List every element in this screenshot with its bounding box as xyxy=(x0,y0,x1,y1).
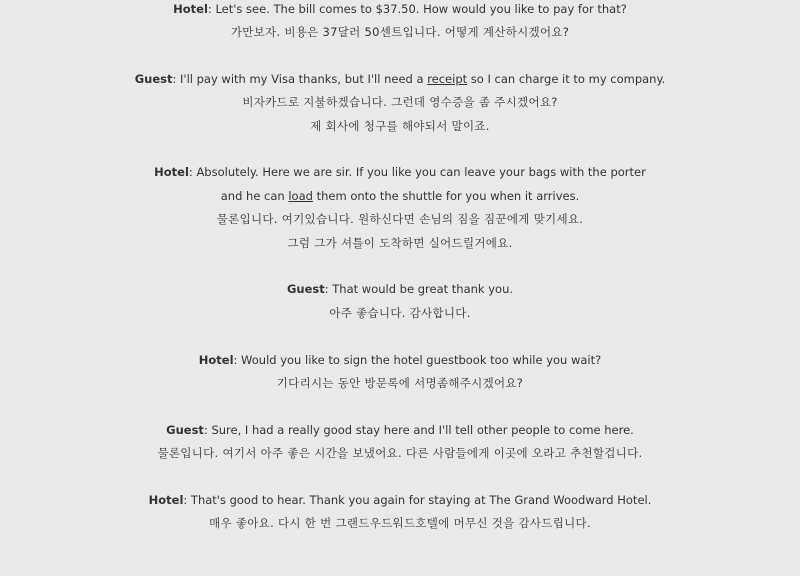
speaker-name: Guest xyxy=(134,72,173,86)
dialogue-en-line xyxy=(0,492,800,508)
korean-text: 그럼 그가 셔틀이 도착하면 실어드릴거에요. xyxy=(287,236,513,250)
dialogue-en-line xyxy=(0,422,800,438)
speaker-colon: : xyxy=(183,493,191,507)
dialogue-text: Would you like to sign the hotel guestbook too while you wait? xyxy=(241,353,602,367)
korean-text: 매우 좋아요. 다시 한 번 그랜드우드워드호텔에 머무신 것을 감사드립니다. xyxy=(209,516,591,530)
dialogue-ko-line xyxy=(0,515,800,531)
speaker-name: Guest xyxy=(166,423,204,437)
speaker-name: Hotel xyxy=(198,353,234,367)
dialogue-ko-line xyxy=(0,211,800,227)
dialogue-en-line xyxy=(0,164,800,180)
dialogue-text: so I can charge it to my company. xyxy=(467,72,666,86)
speaker-name: Hotel xyxy=(154,165,189,179)
dialogue-text: Absolutely. Here we are sir. If you like you can leave your bags with the porter xyxy=(196,165,646,179)
speaker-colon: : xyxy=(233,353,242,367)
dialogue-ko-line xyxy=(0,94,800,110)
dialogue-en-line xyxy=(0,281,800,297)
dialogue-ko-line xyxy=(0,118,800,134)
dialogue-en-line xyxy=(0,1,800,17)
speaker-colon: : xyxy=(203,423,212,437)
speaker-colon: : xyxy=(188,165,197,179)
speaker-name: Guest xyxy=(286,282,325,296)
dialogue-en-line xyxy=(0,352,800,368)
korean-text: 비자카드로 지불하겠습니다. 그런데 영수증을 좀 주시겠어요? xyxy=(242,95,558,109)
korean-text: 가만보자. 비용은 37달러 50센트입니다. 어떻게 계산하시겠어요? xyxy=(230,25,570,39)
dialogue-text: them onto the shuttle for you when it arrives. xyxy=(312,189,580,203)
speaker-colon: : xyxy=(207,2,216,16)
dialogue-ko-line xyxy=(0,445,800,461)
vocab-link-load[interactable]: load xyxy=(288,189,313,203)
dialogue-text: Sure, I had a really good stay here and I'll tell other people to come here. xyxy=(211,423,634,437)
dialogue-ko-line xyxy=(0,305,800,321)
dialogue-en-line xyxy=(0,71,800,87)
korean-text: 물론입니다. 여기서 아주 좋은 시간을 보냈어요. 다른 사람들에게 이곳에 오라고 추천할겁니다. xyxy=(157,446,643,460)
dialogue-text: and he can xyxy=(220,189,289,203)
dialogue-text: That would be great thank you. xyxy=(332,282,514,296)
speaker-name: Hotel xyxy=(148,493,184,507)
dialogue-text: I'll pay with my Visa thanks, but I'll need a xyxy=(180,72,428,86)
dialogue-ko-line xyxy=(0,235,800,251)
korean-text: 물론입니다. 여기있습니다. 원하신다면 손님의 짐을 짐꾼에게 맞기세요. xyxy=(216,212,584,226)
speaker-colon: : xyxy=(324,282,333,296)
dialogue-text: That's good to hear. Thank you again for staying at The Grand Woodward Hotel. xyxy=(190,493,652,507)
dialogue-text: Let's see. The bill comes to $37.50. How would you like to pay for that? xyxy=(215,2,627,16)
dialogue-ko-line xyxy=(0,24,800,40)
dialogue-ko-line xyxy=(0,375,800,391)
speaker-name: Hotel xyxy=(173,2,208,16)
korean-text: 제 회사에 청구를 해야되서 말이죠. xyxy=(310,119,490,133)
korean-text: 아주 좋습니다. 감사합니다. xyxy=(329,306,471,320)
speaker-colon: : xyxy=(172,72,181,86)
vocab-link-receipt[interactable]: receipt xyxy=(427,72,468,86)
dialogue-en-line xyxy=(0,188,800,204)
korean-text: 기다리시는 동안 방문록에 서명좀해주시겠어요? xyxy=(276,376,524,390)
